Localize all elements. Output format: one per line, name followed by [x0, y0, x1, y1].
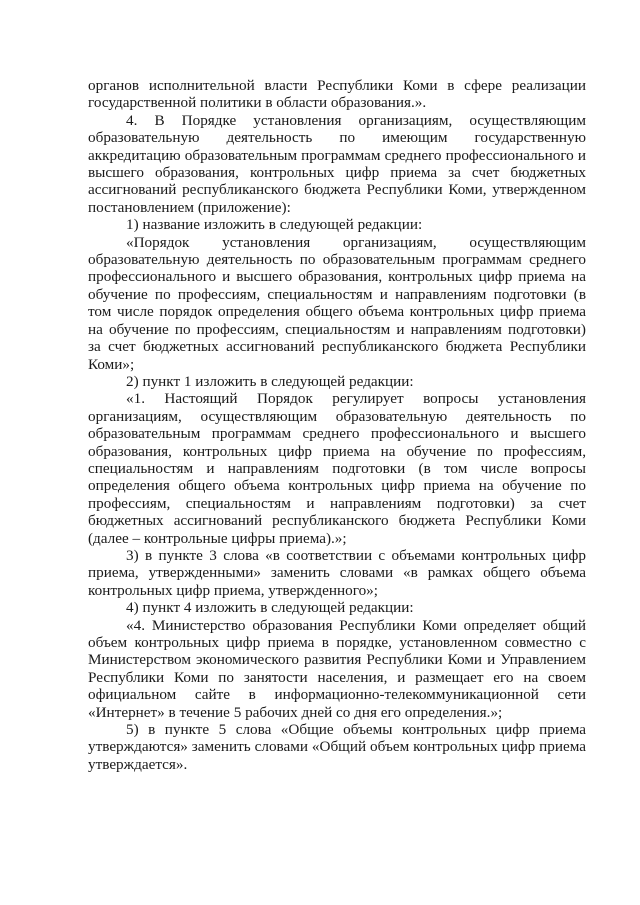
paragraph-subitem-4: 4) пункт 4 изложить в следующей редакции:: [126, 599, 414, 617]
document-body: [88, 77, 586, 773]
paragraph-continuation: органов исполнительной власти Республики Коми в сфере реализации государственной политики в области образования.».: [88, 77, 586, 112]
paragraph-item-4: 4. В Порядке установления организациям, осуществляющим образовательную деятельность по имеющим государственную аккредитацию образовательным программам среднего профессионального и высшего образования, контрольных цифр приема за счет бюджетных ассигнований республиканского бюджета Республики Коми, утвержденном постановлением (приложение):: [88, 111, 586, 216]
paragraph-subitem-5: 5) в пункте 5 слова «Общие объемы контрольных цифр приема утверждаются» заменить словами «Общий объем контрольных цифр приема утверждается».: [88, 721, 586, 773]
paragraph-subitem-2: 2) пункт 1 изложить в следующей редакции:: [126, 372, 414, 390]
paragraph-subitem-1: 1) название изложить в следующей редакции:: [126, 216, 423, 234]
paragraph-quote-title: «Порядок установления организациям, осуществляющим образовательную деятельность по образовательным программам среднего профессионального и высшего образования, контрольных цифр приема на обучение по профессиям, специальностям и направлениям подготовки (в том числе порядок определения общего объема контрольных цифр приема на обучение по профессиям, специальностям и направлениям подготовки) за счет бюджетных ассигнований республиканского бюджета Республики Коми»;: [88, 233, 586, 373]
paragraph-quote-point-1: «1. Настоящий Порядок регулирует вопросы установления организациям, осуществляющим образовательную деятельность по образовательным программам среднего профессионального и высшего образования, контрольных цифр приема на обучение по профессиям, специальностям и направлениям подготовки (в том числе вопросы определения общего объема контрольных цифр приема на обучение по профессиям, специальностям и направлениям подготовки) за счет бюджетных ассигнований республиканского бюджета Республики Коми (далее – контрольные цифры приема).»;: [88, 390, 586, 547]
paragraph-subitem-3: 3) в пункте 3 слова «в соответствии с объемами контрольных цифр приема, утвержденными» заменить словами «в рамках общего объема контрольных цифр приема, утвержденного»;: [88, 546, 586, 599]
paragraph-quote-point-4: «4. Министерство образования Республики Коми определяет общий объем контрольных цифр приема в порядке, установленном совместно с Министерством экономического развития Республики Коми и Управлением Республики Коми по занятости населения, и размещает его на своем официальном сайте в информационно-телекоммуникационной сети «Интернет» в течение 5 рабочих дней со дня его определения.»;: [88, 616, 586, 721]
